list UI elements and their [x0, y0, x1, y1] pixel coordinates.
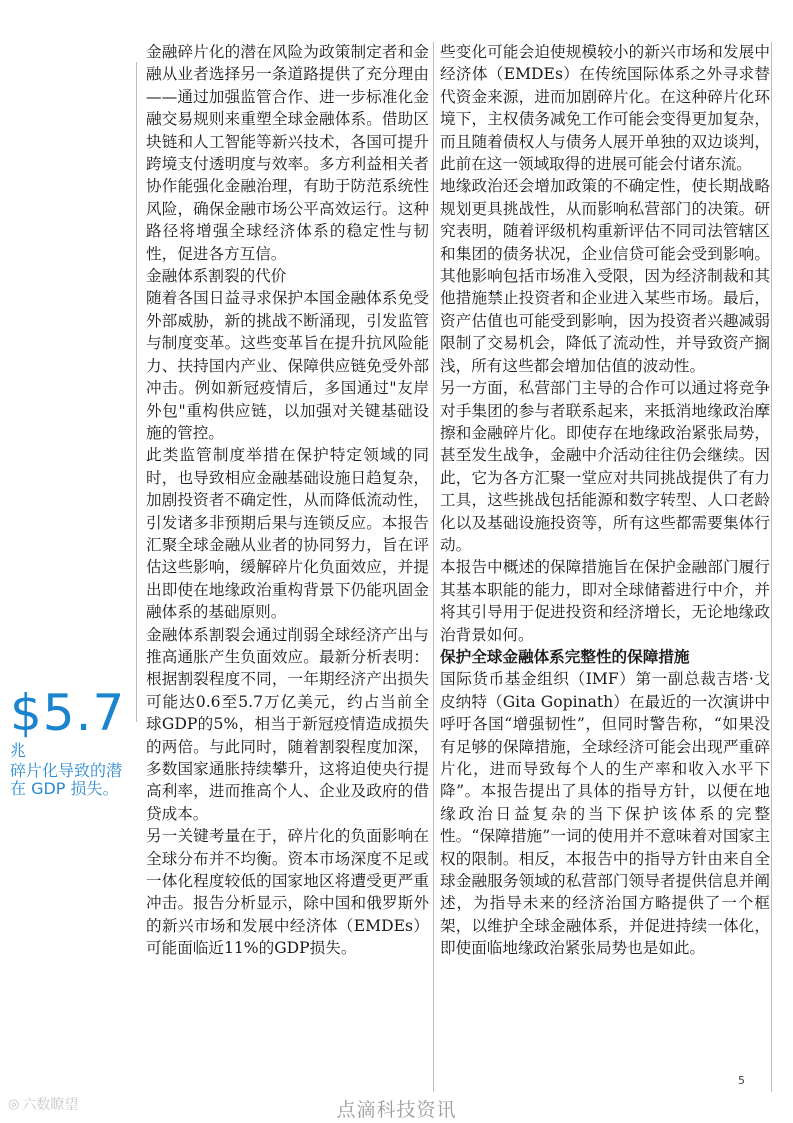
paragraph: 国际货币基金组织（IMF）第一副总裁吉塔·戈皮纳特（Gita Gopinath）在最近的一次演讲中呼吁各国“增强韧性”，但同时警告称，“如果没有足够的保障措施，全球经济可能会出现严重碎片化，进而导致每个人的生产率和收入水平下降”。本报告提出了具体的指导方针，以便在地缘政治日益复杂的当下保护该体系的完整性。“保障措施”一词的使用并不意味着对国家主权的限制。相反，本报告中的指导方针由来自全球金融服务领域的私营部门领导者提供信息并阐述，为指导未来的经济治国方略提供了一个框架，以维护全球金融体系，并促进持续一体化，即使面临地缘政治紧张局势也是如此。	[440, 670, 770, 958]
paragraph: 地缘政治还会增加政策的不确定性，使长期战略规划更具挑战性，从而影响私营部门的决策。研究表明，随着评级机构重新评估不同司法管辖区和集团的债务状况，企业信贷可能会受到影响。其他影响包括市场准入受限，因为经济制裁和其他措施禁止投资者和企业进入某些市场。最后，资产估值也可能受到影响，因为投资者兴趣减弱限制了交易机会，降低了流动性，并导致资产搁浅，所有这些都会增加估值的波动性。	[440, 177, 770, 375]
section-heading: 金融体系割裂的代价	[146, 267, 287, 286]
footer-text: 点滴科技资讯	[336, 1099, 457, 1121]
text-column-left	[146, 41, 429, 960]
column-divider-right	[771, 42, 772, 1092]
paragraph: 本报告中概述的保障措施旨在保护金融部门履行其基本职能的能力，即对全球储蓄进行中介，并将其引导用于促进投资和经济增长，无论地缘政治背景如何。	[440, 558, 770, 644]
paragraph: 此类监管制度举措在保护特定领域的同时，也导致相应金融基础设施日趋复杂，加剧投资者不确定性，从而降低流动性，引发诸多非预期后果与连锁反应。本报告汇聚全球金融从业者的协同努力，旨在评估这些影响，缓解碎片化负面效应，并提出即使在地缘政治重构背景下仍能巩固金融体系的基础原则。	[146, 446, 429, 622]
text-column-right	[440, 41, 770, 960]
paragraph: 金融体系割裂会通过削弱全球经济产出与推高通胀产生负面效应。最新分析表明：根据割裂程度不同，一年期经济产出损失可能达0.6至5.7万亿美元，约占当前全球GDP的5%，相当于新冠疫情造成损失的两倍。与此同时，随着割裂程度加深，多数国家通胀持续攀升，这将迫使央行提高利率，进而推高个人、企业及政府的借贷成本。	[146, 625, 429, 823]
watermark-text: 六数瞭望	[22, 1097, 79, 1113]
section-heading: 保护全球金融体系完整性的保障措施	[440, 646, 690, 666]
stat-callout	[10, 684, 126, 798]
stat-value: $5.7	[10, 684, 126, 742]
paragraph: 些变化可能会迫使规模较小的新兴市场和发展中经济体（EMDEs）在传统国际体系之外寻求替代资金来源，进而加剧碎片化。在这种碎片化环境下，主权债务减免工作可能会变得更加复杂，而且随着债权人与债务人展开单独的双边谈判，此前在这一领域取得的进展可能会付诸东流。	[440, 43, 770, 174]
stat-unit: 兆	[10, 741, 27, 760]
watermark-logo-icon: ◎	[8, 1096, 20, 1112]
paragraph: 另一关键考量在于，碎片化的负面影响在全球分布并不均衡。资本市场深度不足或一体化程度较低的国家地区将遭受更严重冲击。报告分析显示，除中国和俄罗斯外的新兴市场和发展中经济体（EMDEs）可能面临近11%的GDP损失。	[146, 827, 429, 958]
page-number: 5	[738, 1074, 745, 1087]
column-divider-middle	[433, 42, 434, 1092]
paragraph: 金融碎片化的潜在风险为政策制定者和金融从业者选择另一条道路提供了充分理由——通过加强监管合作、进一步标准化金融交易规则来重塑全球金融体系。借助区块链和人工智能等新兴技术，各国可提升跨境支付透明度与效率。多方利益相关者协作能强化金融治理，有助于防范系统性风险，确保金融市场公平高效运行。这种路径将增强全球经济体系的稳定性与韧性，促进各方互信。	[146, 43, 429, 263]
stat-caption: 碎片化导致的潜在 GDP 损失。	[10, 761, 123, 798]
column-divider-left	[136, 62, 137, 722]
paragraph: 另一方面，私营部门主导的合作可以通过将竞争对手集团的参与者联系起来，来抵消地缘政治摩擦和金融碎片化。即使存在地缘政治紧张局势，甚至发生战争，金融中介活动往往仍会继续。因此，它为各方汇聚一堂应对共同挑战提供了有力工具，这些挑战包括能源和数字转型、人口老龄化以及基础设施投资等，所有这些都需要集体行动。	[440, 379, 770, 554]
paragraph: 随着各国日益寻求保护本国金融体系免受外部威胁，新的挑战不断涌现，引发监管与制度变革。这些变革旨在提升抗风险能力、扶持国内产业、保障供应链免受外部冲击。例如新冠疫情后，多国通过"友岸外包"重构供应链，以加强对关键基础设施的管控。	[146, 289, 429, 442]
